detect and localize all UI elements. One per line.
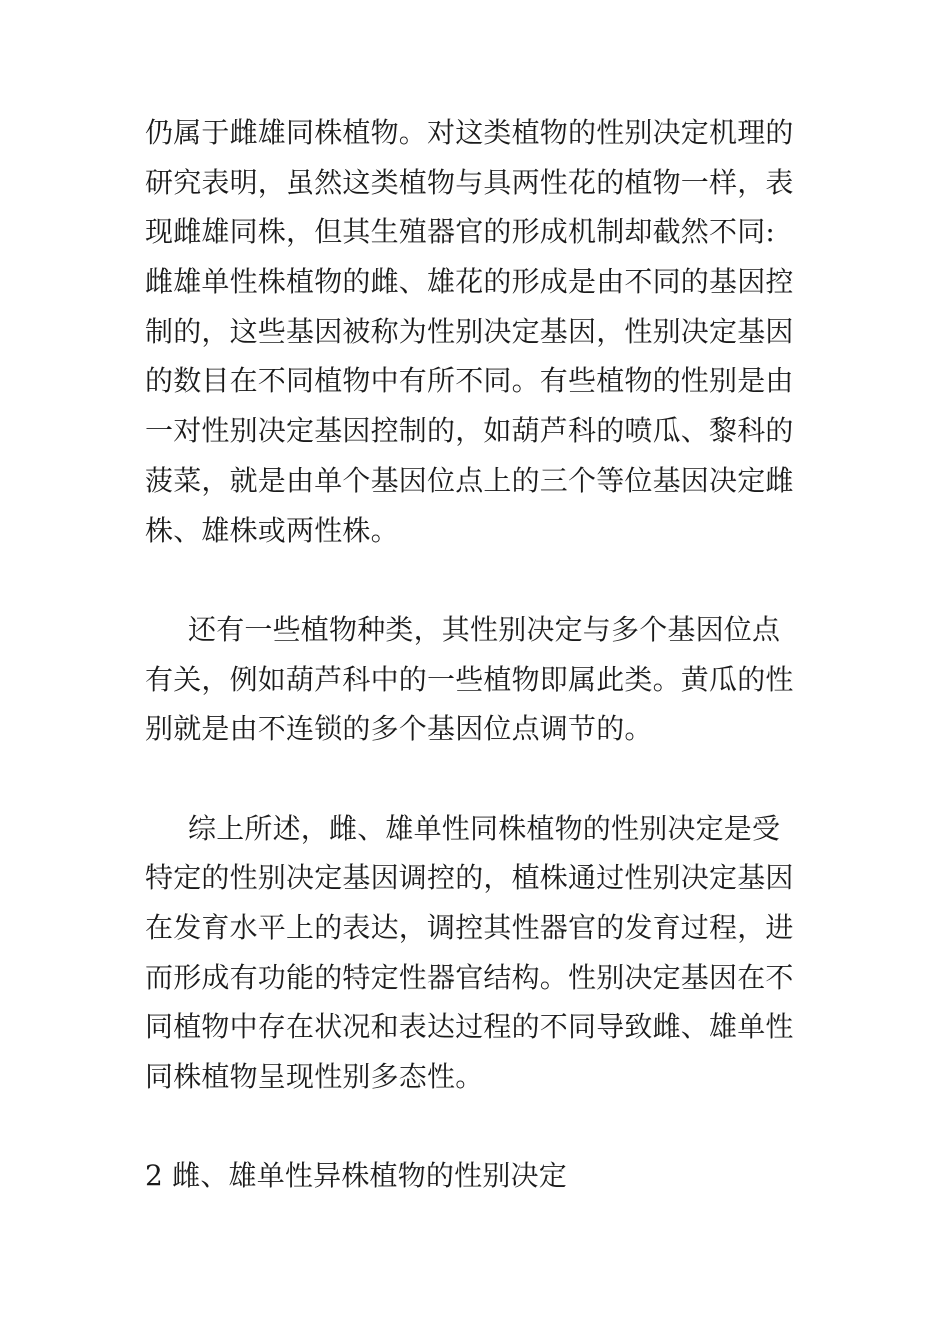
paragraph-line: 现雌雄同株，但其生殖器官的形成机制却截然不同: — [145, 215, 776, 249]
paragraph-line: 别就是由不连锁的多个基因位点调节的。 — [145, 712, 653, 746]
paragraph-line: 一对性别决定基因控制的，如葫芦科的喷瓜、黎科的 — [145, 414, 794, 448]
paragraph-line: 综上所述，雌、雄单性同株植物的性别决定是受 — [188, 811, 781, 845]
paragraph-line: 研究表明，虽然这类植物与具两性花的植物一样，表 — [145, 165, 794, 199]
paragraph-line: 制的，这些基因被称为性别决定基因，性别决定基因 — [145, 314, 794, 348]
paragraph-line: 有关，例如葫芦科中的一些植物即属此类。黄瓜的性 — [145, 662, 794, 696]
paragraph-line: 雌雄单性株植物的雌、雄花的形成是由不同的基因控 — [145, 265, 794, 299]
paragraph-1 — [145, 108, 810, 555]
paragraph-3 — [145, 804, 810, 1102]
paragraph-line: 的数目在不同植物中有所不同。有些植物的性别是由 — [145, 364, 794, 398]
paragraph-line: 特定的性别决定基因调控的，植株通过性别决定基因 — [145, 861, 794, 895]
paragraph-spacer — [145, 555, 810, 605]
paragraph-spacer — [145, 1102, 810, 1152]
paragraph-line: 在发育水平上的表达，调控其性器官的发育过程，进 — [145, 911, 794, 944]
paragraph-spacer — [145, 754, 810, 804]
document-body — [145, 108, 810, 1201]
section-heading: 2 雌、雄单性异株植物的性别决定 — [145, 1159, 567, 1193]
paragraph-line: 菠菜，就是由单个基因位点上的三个等位基因决定雌 — [145, 463, 794, 497]
paragraph-line: 株、雄株或两性株。 — [145, 513, 399, 547]
paragraph-line: 同株植物呈现性别多态性。 — [145, 1060, 484, 1094]
paragraph-line: 同植物中存在状况和表达过程的不同导致雌、雄单性 — [145, 1010, 794, 1044]
paragraph-line: 而形成有功能的特定性器官结构。性别决定基因在不 — [145, 960, 794, 994]
paragraph-line: 仍属于雌雄同株植物。对这类植物的性别决定机理的 — [145, 116, 794, 149]
paragraph-2 — [145, 605, 810, 754]
paragraph-line: 还有一些植物种类，其性别决定与多个基因位点 — [188, 612, 781, 646]
